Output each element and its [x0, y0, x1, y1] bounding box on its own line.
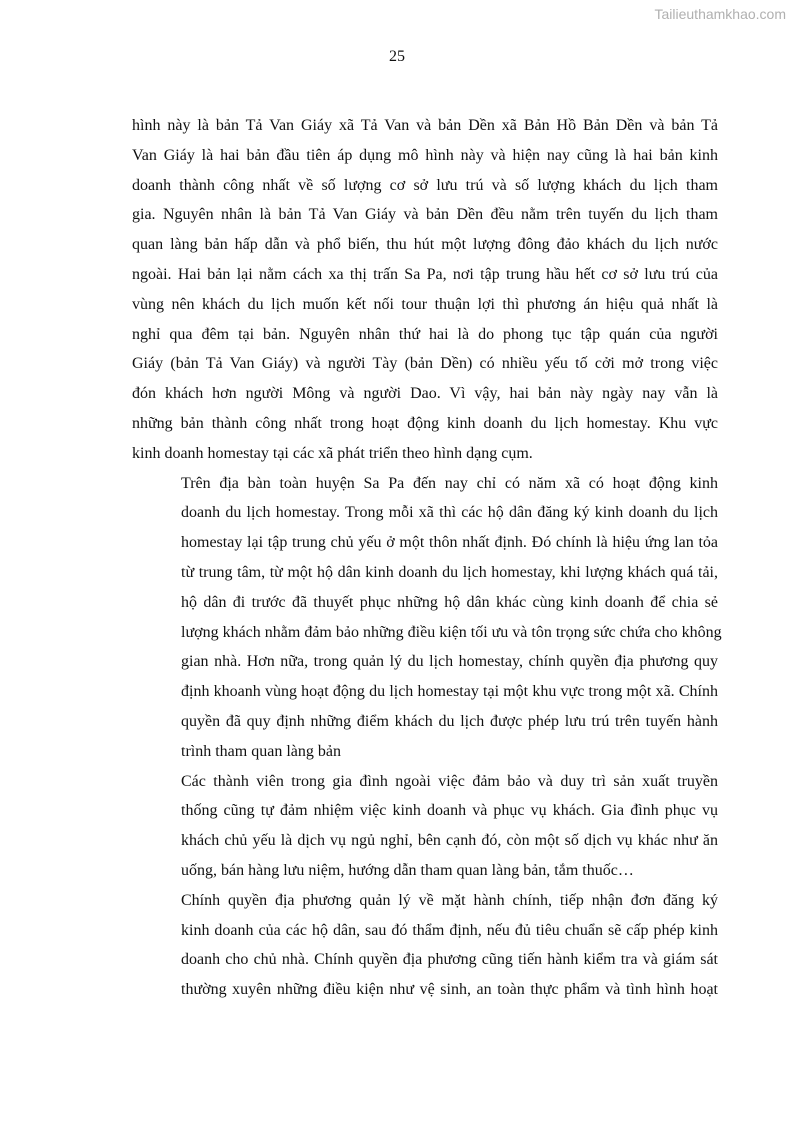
text-line: quan làng bản hấp dẫn và phổ biến, thu hút một lượng đông đảo khách du lịch nước: [132, 236, 718, 254]
text-line: ngoài. Hai bản lại nằm cách xa thị trấn Sa Pa, nơi tập trung hầu hết cơ sở lưu trú của: [132, 265, 718, 283]
text-line: doanh du lịch homestay. Trong mỗi xã thì các hộ dân đăng ký kinh doanh du lịch: [181, 504, 718, 522]
text-line: doanh thành công nhất về số lượng cơ sở lưu trú và số lượng khách du lịch tham: [132, 176, 718, 194]
text-line: Các thành viên trong gia đình ngoài việc đảm bảo và duy trì sản xuất truyền: [181, 772, 718, 790]
text-line: thống cũng tự đảm nhiệm việc kinh doanh và phục vụ khách. Gia đình phục vụ: [181, 802, 718, 820]
text-line: Chính quyền địa phương quản lý về mặt hành chính, tiếp nhận đơn đăng ký: [181, 891, 718, 909]
text-line: uống, bán hàng lưu niệm, hướng dẫn tham quan làng bản, tắm thuốc…: [181, 861, 634, 879]
text-line: khách chủ yếu là dịch vụ ngủ nghỉ, bên cạnh đó, còn một số dịch vụ khác như ăn: [181, 832, 718, 850]
page-number: 25: [389, 48, 405, 65]
text-line: lượng khách nhằm đảm bảo những điều kiện tối ưu và tôn trọng sức chứa cho không: [181, 623, 722, 641]
text-line: vùng nên khách du lịch muốn kết nối tour thuận lợi thì phương án hiệu quả nhất là: [132, 295, 718, 313]
text-line: doanh cho chủ nhà. Chính quyền địa phương cũng tiến hành kiểm tra và giám sát: [181, 951, 718, 969]
watermark: Tailieuthamkhao.com: [654, 6, 786, 22]
text-line: từ trung tâm, từ một hộ dân kinh doanh du lịch homestay, khi lượng khách quá tải,: [181, 563, 718, 581]
text-line: quyền đã quy định những điểm khách du lịch được phép lưu trú trên tuyến hành: [181, 712, 718, 730]
paragraph: [132, 469, 722, 767]
text-line: thường xuyên những điều kiện như vệ sinh, an toàn thực phẩm và tình hình hoạt: [181, 981, 718, 999]
text-line: gia. Nguyên nhân là bản Tả Van Giáy và bản Dền đều nằm trên tuyến du lịch tham: [132, 206, 718, 224]
text-line: hộ dân đi trước đã thuyết phục những hộ dân khác cùng kinh doanh để chia sẻ: [181, 593, 718, 611]
text-line: Van Giáy là hai bản đầu tiên áp dụng mô hình này và hiện nay cũng là hai bản kinh: [132, 146, 718, 164]
text-line: đón khách hơn người Mông và người Dao. Vì vậy, hai bản này ngày nay vẫn là: [132, 385, 718, 403]
text-line: gian nhà. Hơn nữa, trong quản lý du lịch homestay, chính quyền địa phương quy: [181, 653, 718, 671]
text-line: định khoanh vùng hoạt động du lịch homestay tại một khu vực trong một xã. Chính: [181, 683, 718, 701]
text-line: Giáy (bản Tả Van Giáy) và người Tày (bản Dền) có nhiều yếu tố cởi mở trong việc: [132, 355, 718, 373]
text-line: hình này là bản Tả Van Giáy xã Tả Van và bản Dền xã Bản Hồ Bản Dền và bản Tả: [132, 117, 718, 134]
text-line: nghỉ qua đêm tại bản. Nguyên nhân thứ hai là do phong tục tập quán của người: [132, 325, 718, 343]
paragraph: [132, 886, 718, 1005]
text-line: Trên địa bàn toàn huyện Sa Pa đến nay chỉ có năm xã có hoạt động kinh: [181, 474, 718, 492]
text-line: homestay lại tập trung chủ yếu ở một thôn nhất định. Đó chính là hiệu ứng lan tỏa: [181, 534, 718, 552]
text-line: kinh doanh của các hộ dân, sau đó thẩm định, nếu đủ tiêu chuẩn sẽ cấp phép kinh: [181, 921, 718, 939]
text-line: những bản thành công nhất trong hoạt động kinh doanh du lịch homestay. Khu vực: [132, 414, 718, 432]
text-line: trình tham quan làng bản: [181, 742, 341, 760]
text-line: kinh doanh homestay tại các xã phát triển theo hình dạng cụm.: [132, 444, 533, 462]
document-body: [132, 111, 722, 1005]
paragraph: [132, 767, 718, 886]
paragraph: [132, 111, 718, 469]
